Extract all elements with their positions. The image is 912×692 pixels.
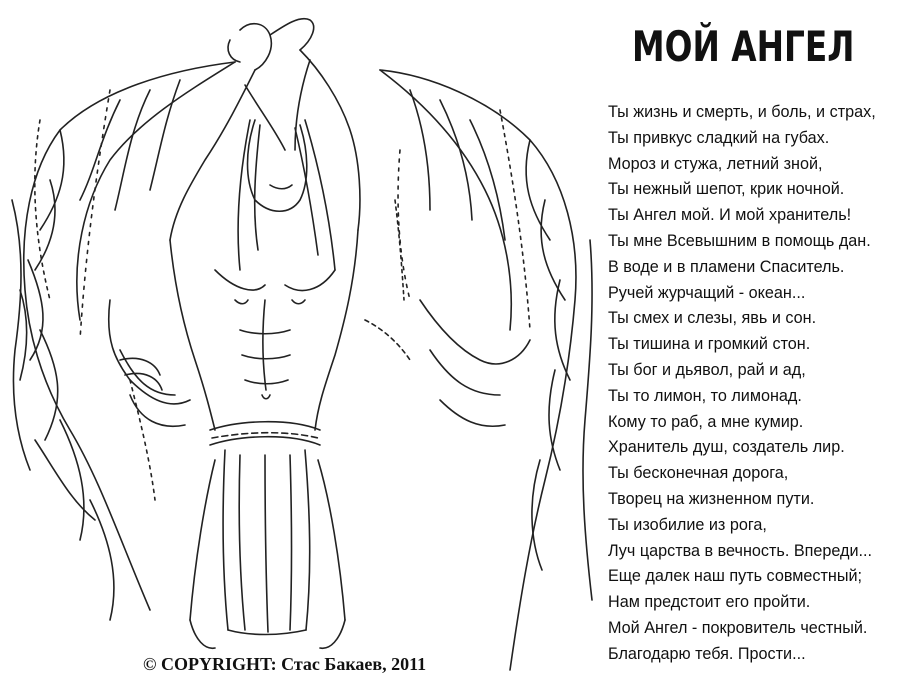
poem-line: Ты Ангел мой. И мой хранитель! [608, 206, 852, 225]
left-wing [12, 62, 235, 620]
poem-line: Ты бог и дьявол, рай и ад, [608, 360, 806, 379]
poem-line: Нам предстоит его пройти. [608, 593, 811, 612]
poem-line: Еще далек наш путь совместный; [608, 567, 862, 586]
poem-line: Ручей журчащий - океан... [608, 283, 806, 302]
poem-line: Творец на жизненном пути. [608, 489, 815, 508]
poem-line: Кому то раб, а мне кумир. [608, 412, 804, 431]
poem-line: Ты то лимон, то лимонад. [608, 386, 802, 405]
poem-line: Мой Ангел - покровитель честный. [608, 618, 868, 637]
torso [170, 230, 358, 430]
head-and-hair [238, 120, 335, 270]
poem-line: Ты тишина и громкий стон. [608, 335, 811, 354]
poem-line: В воде и в пламени Спаситель. [608, 257, 845, 276]
poem-line: Хранитель душ, создатель лир. [608, 438, 845, 457]
poem-line: Ты жизнь и смерть, и боль, и страх, [608, 103, 876, 121]
poem-text [608, 100, 876, 668]
poem-line: Ты бесконечная дорога, [608, 464, 789, 483]
poem-line: Ты привкус сладкий на губах. [608, 128, 830, 147]
poem-line: Мороз и стужа, летний зной, [608, 154, 823, 173]
poem-line: Благодарю тебя. Прости... [608, 644, 806, 663]
poem-line: Ты изобилие из рога, [608, 515, 767, 534]
poem-line: Ты мне Всевышним в помощь дан. [608, 231, 871, 250]
poem-line: Луч царства в вечность. Впереди... [608, 541, 873, 560]
poem-title: МОЙ АНГЕЛ [632, 22, 855, 71]
poem-line: Ты смех и слезы, явь и сон. [608, 309, 817, 328]
right-wing [380, 70, 592, 670]
poem-line: Ты нежный шепот, крик ночной. [608, 180, 845, 199]
copyright-notice: © COPYRIGHT: Стас Бакаев, 2011 [143, 654, 427, 674]
loincloth [190, 422, 345, 649]
